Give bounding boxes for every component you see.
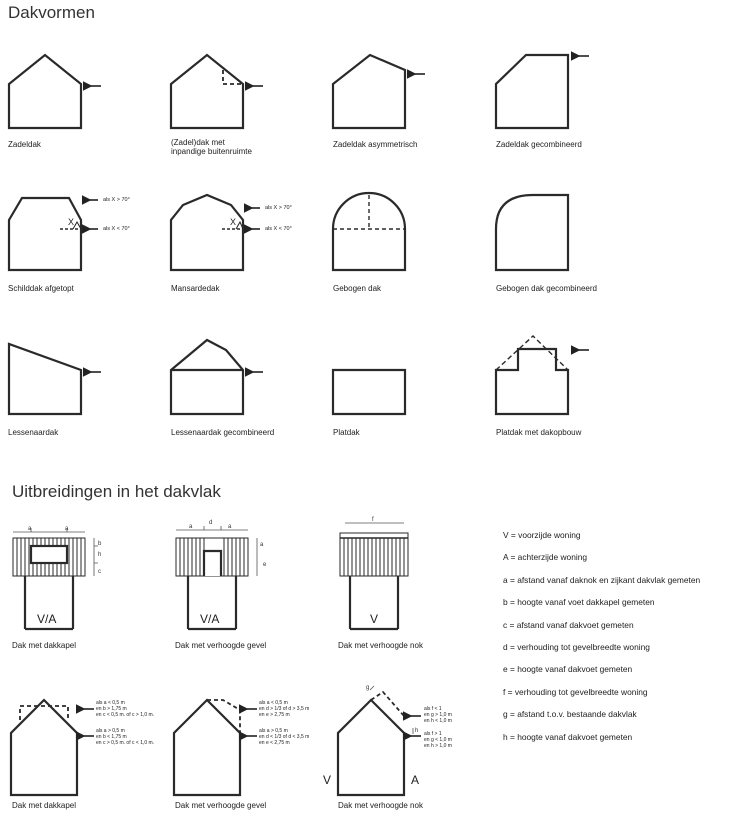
caption-mansardedak: Mansardedak [171,284,220,293]
rule-line: en c < 0,5 m. of c > 1,0 m. [96,712,155,718]
angle-marker [73,222,81,229]
rule-line: als a < 0,5 m [259,700,288,706]
caption-platdak: Platdak [333,428,360,437]
legend-item: c = afstand vanaf dakvoet gemeten [503,620,634,630]
angle-note: als X > 70° [265,205,292,211]
rule-line: en g < 1,0 m [424,737,452,743]
caption-ext-gevel-2: Dak met verhoogde gevel [175,801,267,810]
caption-ext-dakkapel: Dak met dakkapel [12,641,77,650]
legend-item: f = verhouding tot gevelbreedte woning [503,687,648,697]
caption-zadeldak: Zadeldak [8,140,41,149]
angle-x-label: X [230,217,237,227]
shape-zadeldak [9,55,81,128]
va-label: V/A [37,612,57,626]
rule-line: als f > 1 [424,731,442,737]
dim-a: a [260,542,264,548]
rule-line: en h > 1,0 m [424,743,452,749]
shape-gebogen-dak-gecombineerd [496,195,568,270]
angle-note: als X < 70° [265,226,292,232]
rule-line: en d > 1/3 of d > 3,5 m [259,706,310,712]
roof-shapes-title: Dakvormen [8,3,95,22]
legend-item: e = hoogte vanaf dakvoet gemeten [503,664,633,674]
ext-dakkapel-section [11,700,77,795]
shape-platdak [333,370,405,414]
caption-asymmetrisch: Zadeldak asymmetrisch [333,140,418,149]
va-label: V/A [200,612,220,626]
rule-line: en g > 1,0 m [424,712,452,718]
rule-line: als f < 1 [424,706,442,712]
dim-g: g [366,685,370,691]
shape-lessenaardak [9,344,81,414]
caption-ext-nok-2: Dak met verhoogde nok [338,801,423,810]
dim-b: b [98,541,102,547]
rule-line: en d < 1/3 of d < 3,5 m [259,734,310,740]
dim-e: e [263,562,267,568]
ext-verhoogde-gevel-section [174,700,240,795]
dim-a: a [65,526,69,532]
angle-note: als X < 70° [103,226,130,232]
shape-zadeldak-buitenruimte [171,55,243,128]
caption-gecombineerd: Zadeldak gecombineerd [496,140,582,149]
shape-schilddak-afgetopt [9,198,81,270]
caption-ext-nok: Dak met verhoogde nok [338,641,423,650]
rule-line: en c > 0,5 m. of c < 1,0 m. [96,740,155,746]
caption-gebogen: Gebogen dak [333,284,382,293]
angle-x-label: X [68,217,75,227]
dimension-line [13,528,85,532]
legend-item: g = afstand t.o.v. bestaande dakvlak [503,709,637,719]
a-label: A [411,773,420,787]
dim-a: a [28,526,32,532]
caption-gebogen-gecombineerd: Gebogen dak gecombineerd [496,284,597,293]
rule-line: en e > 2,75 m [259,712,290,718]
legend-item: b = hoogte vanaf voet dakkapel gemeten [503,597,655,607]
caption-lessenaardak: Lessenaardak [8,428,59,437]
legend-item: a = afstand vanaf daknok en zijkant dakvlak gemeten [503,575,701,585]
caption-platdak-dakopbouw: Platdak met dakopbouw [496,428,582,437]
legend-item: A = achterzijde woning [503,552,588,562]
shape-platdak-dakopbouw [496,336,568,414]
shape-lessenaardak-gecombineerd [171,340,243,414]
rule-note [424,731,452,749]
legend-item: V = voorzijde woning [503,530,581,540]
rule-line: als a < 0,5 m [96,700,125,706]
dimension-line [176,526,248,530]
dim-a: a [228,524,232,530]
rule-note [96,728,154,746]
dim-f: f [372,517,374,523]
legend-item: d = verhouding tot gevelbreedte woning [503,642,650,652]
v-label: V [323,773,332,787]
shape-mansardedak [171,195,243,270]
legend-item: h = hoogte vanaf dakvoet gemeten [503,732,633,742]
dim-a: a [189,524,193,530]
caption-lessenaardak-gecombineerd: Lessenaardak gecombineerd [171,428,275,437]
dim-c: c [98,569,101,575]
angle-note: als X > 70° [103,197,130,203]
rule-line: en h < 1,0 m [424,718,452,724]
caption-schilddak: Schilddak afgetopt [8,284,74,293]
rule-note [96,700,154,718]
rule-line: en e < 2,75 m [259,740,290,746]
caption-ext-gevel: Dak met verhoogde gevel [175,641,267,650]
caption-line: (Zadel)dak met [171,138,225,147]
caption-line: inpandige buitenruimte [171,147,252,156]
rule-note [424,706,452,724]
rule-note [259,700,309,718]
dim-h: h [415,728,419,734]
dim-h: h [98,552,102,558]
rule-line: als a > 0,5 m [259,728,288,734]
ext-verhoogde-nok-section [338,692,404,795]
rule-line: als a > 0,5 m [96,728,125,734]
v-label: V [370,612,379,626]
caption-ext-dakkapel-2: Dak met dakkapel [12,801,77,810]
shape-zadeldak-gecombineerd [496,55,568,128]
rule-line: en b < 1,75 m [96,734,127,740]
extensions-title: Uitbreidingen in het dakvlak [12,482,221,501]
shape-zadeldak-asymmetrisch [333,55,405,128]
dimension-line [370,686,413,734]
rule-note [259,728,309,746]
shape-gebogen-dak [333,193,405,270]
caption-buitenruimte [171,138,252,156]
dim-d: d [209,520,213,526]
rule-line: en b > 1,75 m [96,706,127,712]
